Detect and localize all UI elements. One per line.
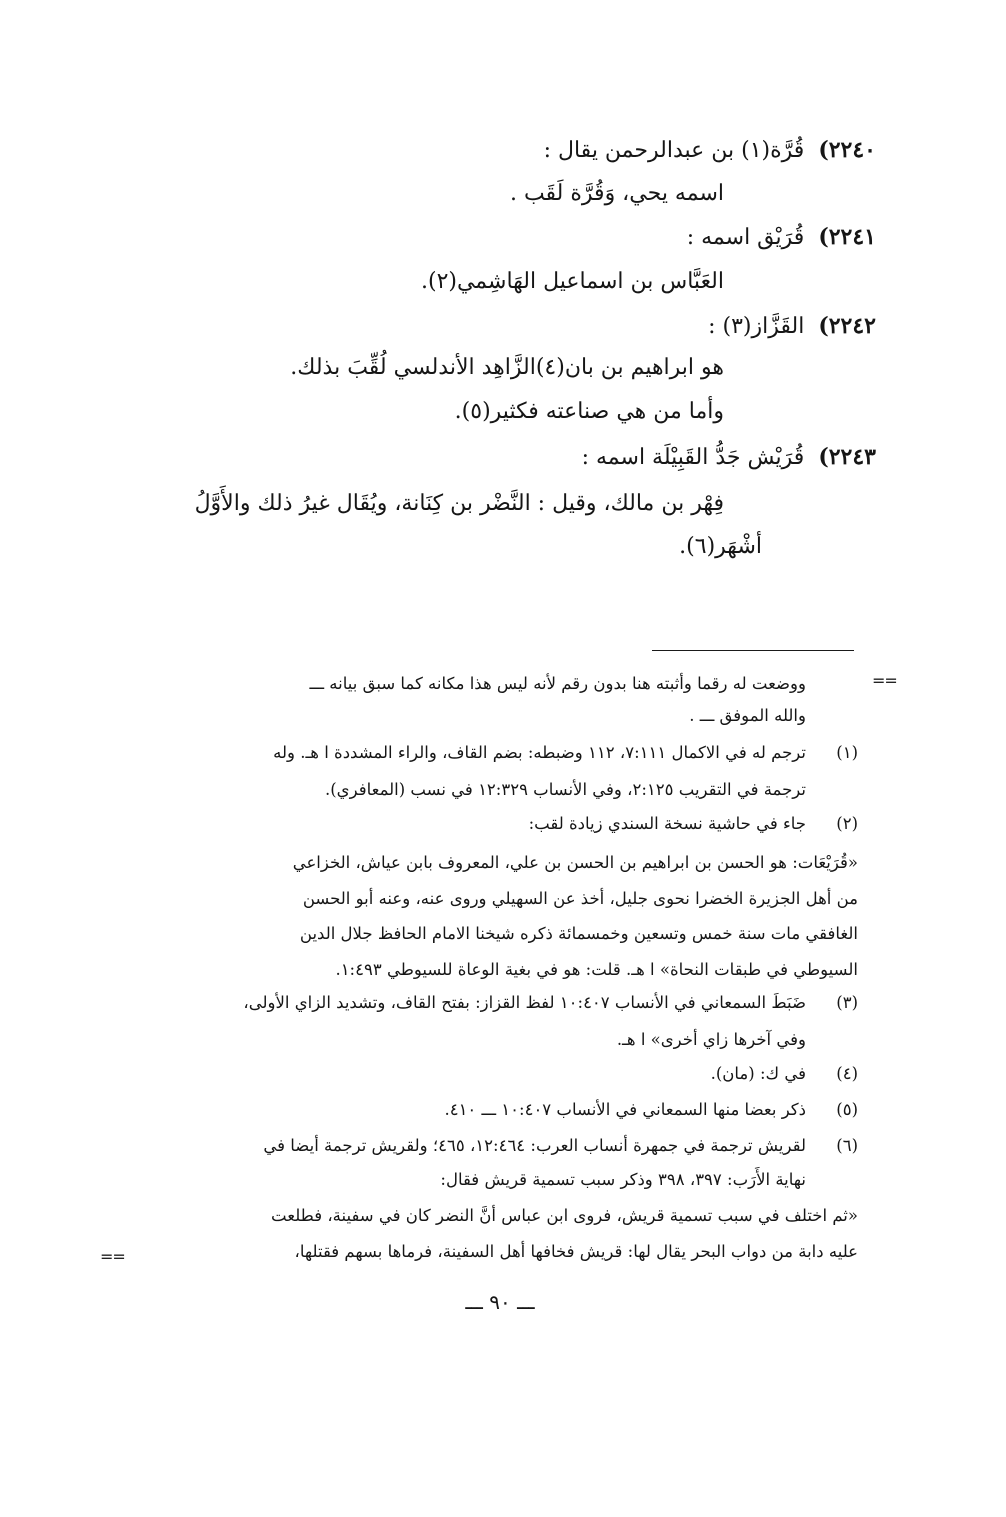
footnote-6-line: عليه دابة من دواب البحر يقال لها: قريش فخافها أهل السفينة، فرماها بسهم فقتلها،	[294, 1242, 858, 1261]
footnote-2-line: السيوطي في طبقات النحاة» ا هـ. قلت: هو في بغية الوعاة للسيوطي ١:٤٩٣.	[335, 960, 858, 979]
footnote-number: (٤)	[836, 1064, 858, 1083]
footnote-5-line: (٥)ذكر بعضا منها السمعاني في الأنساب ١٠:٤٠٧ ـــ ٤١٠.	[444, 1098, 858, 1122]
footnote-number: (٢)	[836, 814, 858, 833]
footnote-separator	[652, 650, 854, 651]
footnote-2-line: الغافقي مات سنة خمس وتسعين وخمسمائة ذكره شيخنا الامام الحافظ جلال الدين	[299, 924, 858, 943]
entry-2243-head	[582, 442, 876, 473]
entry-heading: قُرَيْق اسمه :	[686, 225, 805, 250]
entry-2243-body-cont: أشْهَر(٦).	[679, 534, 762, 559]
entry-number: ٢٢٤٢)	[818, 313, 876, 339]
entry-number: ٢٢٤١)	[818, 224, 876, 250]
entry-2242-body: هو ابراهيم بن بان(٤)الزَّاهِد الأندلسي لُقِّبَ بذلك.	[290, 355, 724, 380]
entry-2241-body: العَبَّاس بن اسماعيل الهَاشِمي(٢).	[420, 269, 724, 294]
footnote-4-line: (٤)في ك: (مان).	[711, 1062, 858, 1086]
footnote-number: (٦)	[836, 1136, 858, 1155]
continuation-mark-bottom: ==	[100, 1247, 125, 1266]
entry-2240-body: اسمه يحي، وَقُرَّة لَقَب .	[509, 181, 724, 206]
entry-2242-body-cont: وأما من هي صناعته فكثير(٥).	[454, 399, 724, 424]
continuation-mark: ==	[872, 671, 897, 690]
entry-heading: قُرَّة(١) بن عبدالرحمن يقال :	[543, 138, 805, 163]
page-number: ـــ ٩٠ ـــ	[465, 1290, 535, 1314]
footnote-1-line: ترجمة في التقريب ٢:١٢٥، وفي الأنساب ١٢:٣٢٩ في نسب (المعافري).	[325, 780, 806, 799]
footnote-1-line: (١)ترجم له في الاكمال ٧:١١١، ١١٢ وضبطه: بضم القاف، والراء المشددة ا هـ. وله	[273, 741, 858, 765]
footnote-2-line: «قُرَيْعَات: هو الحسن بن ابراهيم بن الحسن بن علي، المعروف بابن عياش، الخزاعي	[292, 853, 858, 872]
entry-heading: قُرَيْش جَدُّ القَبِيْلَة اسمه :	[581, 445, 805, 470]
footnote-continuation-line: ووضعت له رقما وأثبته هنا بدون رقم لأنه ليس هذا مكانه كما سبق بيانه ـــ	[309, 674, 806, 693]
footnote-6-line: نهاية الأَرَب: ٣٩٧، ٣٩٨ وذكر سبب تسمية قريش فقال:	[440, 1170, 806, 1189]
entry-2241-head	[687, 222, 876, 253]
footnote-number: (٥)	[836, 1100, 858, 1119]
footnote-3-line: (٣)ضَبَطَ السمعاني في الأنساب ١٠:٤٠٧ لفظ القزاز: بفتح القاف، وتشديد الزاي الأولى،	[243, 991, 858, 1015]
entry-2243-body: فِهْر بن مالك، وقيل : النَّضْر بن كِنَانة، ويُقَال غيرُ ذلك والأَوَّلُ	[194, 491, 724, 516]
entry-heading: القَزَّاز(٣) :	[708, 314, 805, 339]
entry-number: ٢٢٤٣)	[818, 444, 876, 470]
footnote-2-line: (٢)جاء في حاشية نسخة السندي زيادة لقب:	[529, 812, 858, 836]
entry-2242-head	[708, 311, 876, 342]
footnote-6-line: (٦)لقريش ترجمة في جمهرة أنساب العرب: ١٢:٤٦٤، ٤٦٥؛ ولقريش ترجمة أيضا في	[263, 1134, 858, 1158]
footnote-number: (١)	[836, 743, 858, 762]
footnote-6-line: «ثم اختلف في سبب تسمية قريش، فروى ابن عباس أنَّ النضر كان في سفينة، فطلعت	[271, 1206, 858, 1225]
footnote-number: (٣)	[836, 993, 858, 1012]
footnote-continuation-line: والله الموفق ـــ .	[689, 706, 806, 725]
entry-number: ٢٢٤٠)	[818, 137, 876, 163]
footnote-2-line: من أهل الجزيرة الخضرا نحوى جليل، أخذ عن السهيلي وروى عنه، وعنه أبو الحسن	[302, 889, 858, 908]
entry-2240-head	[544, 135, 876, 166]
footnote-3-line: وفي آخرها زاي أخرى» ا هـ.	[616, 1030, 806, 1049]
